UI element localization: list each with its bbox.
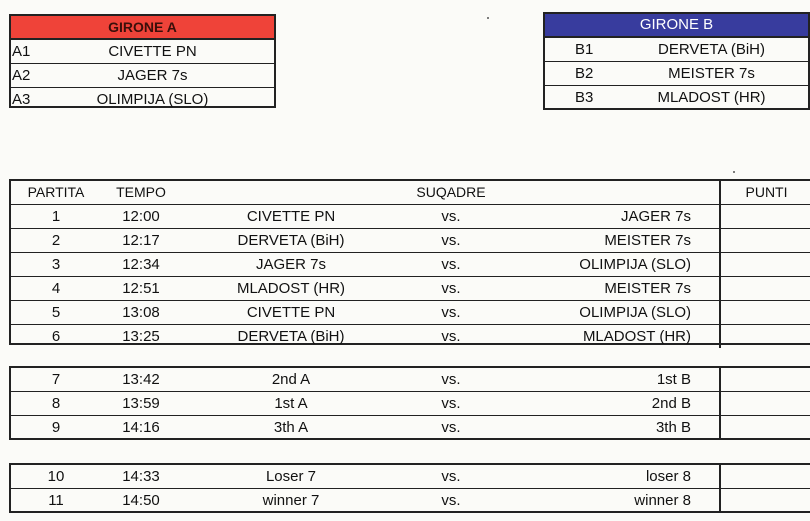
points-cell	[719, 368, 810, 391]
points-cell	[719, 229, 810, 252]
vs-label: vs.	[441, 492, 461, 509]
vs-label: vs.	[441, 304, 461, 321]
match-row	[11, 465, 810, 489]
match-number: 5	[51, 304, 61, 321]
match-time: 13:08	[122, 304, 160, 321]
match-row	[11, 489, 810, 512]
squadre-header: SUQADRE	[416, 184, 486, 200]
partita-header: PARTITA	[27, 184, 85, 200]
away-team: winner 8	[634, 492, 691, 509]
match-row	[11, 229, 810, 253]
team-code: B2	[575, 65, 594, 82]
vs-label: vs.	[441, 328, 461, 345]
home-team: CIVETTE PN	[246, 208, 336, 225]
match-number: 6	[51, 328, 61, 345]
group-b-title: GIRONE B	[545, 14, 808, 38]
team-name: MLADOST (HR)	[657, 89, 766, 106]
home-team: MLADOST (HR)	[236, 280, 346, 297]
away-team: loser 8	[645, 468, 691, 485]
team-code: B3	[575, 89, 594, 106]
tempo-header: TEMPO	[116, 184, 166, 200]
group-a-table	[9, 14, 276, 108]
group-b-row	[545, 62, 808, 86]
vs-label: vs.	[441, 468, 461, 485]
group-b-table	[543, 12, 810, 110]
away-team: MLADOST (HR)	[582, 328, 691, 345]
match-number: 7	[51, 371, 61, 388]
team-name: CIVETTE PN	[108, 43, 197, 60]
match-number: 9	[51, 419, 61, 436]
team-name: MEISTER 7s	[668, 65, 755, 82]
final-schedule	[9, 463, 810, 513]
group-b-row	[545, 86, 808, 109]
scan-speck	[487, 17, 489, 19]
group-a-row	[11, 40, 274, 64]
team-code: B1	[575, 41, 594, 58]
match-row	[11, 392, 810, 416]
match-row	[11, 416, 810, 439]
home-team: 1st A	[274, 395, 308, 412]
points-cell	[719, 277, 810, 300]
match-number: 1	[51, 208, 61, 225]
team-code: A3	[12, 91, 31, 108]
match-time: 12:34	[122, 256, 160, 273]
team-code: A1	[12, 43, 31, 60]
match-number: 3	[51, 256, 61, 273]
vs-label: vs.	[441, 280, 461, 297]
group-a-title: GIRONE A	[11, 16, 274, 40]
match-row	[11, 301, 810, 325]
match-row	[11, 205, 810, 229]
punti-header: PUNTI	[719, 181, 810, 204]
away-team: OLIMPIJA (SLO)	[579, 256, 691, 273]
points-cell	[719, 489, 810, 512]
vs-label: vs.	[441, 208, 461, 225]
away-team: JAGER 7s	[620, 208, 691, 225]
away-team: 3th B	[655, 419, 691, 436]
away-team: MEISTER 7s	[604, 232, 691, 249]
points-cell	[719, 465, 810, 488]
group-stage-schedule	[9, 179, 810, 345]
home-team: 2nd A	[271, 371, 311, 388]
match-number: 4	[51, 280, 61, 297]
away-team: MEISTER 7s	[604, 280, 691, 297]
vs-label: vs.	[441, 256, 461, 273]
home-team: JAGER 7s	[255, 256, 327, 273]
away-team: 2nd B	[651, 395, 691, 412]
match-time: 14:50	[122, 492, 160, 509]
home-team: DERVETA (BiH)	[237, 328, 345, 345]
vs-label: vs.	[441, 419, 461, 436]
crossover-schedule	[9, 366, 810, 440]
away-team: 1st B	[656, 371, 691, 388]
vs-label: vs.	[441, 232, 461, 249]
match-time: 13:25	[122, 328, 160, 345]
points-cell	[719, 253, 810, 276]
team-name: DERVETA (BiH)	[658, 41, 765, 58]
home-team: CIVETTE PN	[246, 304, 336, 321]
away-team: OLIMPIJA (SLO)	[579, 304, 691, 321]
match-row	[11, 325, 810, 348]
match-time: 13:42	[122, 371, 160, 388]
schedule-header-row	[11, 181, 810, 205]
group-a-row	[11, 64, 274, 88]
group-b-row	[545, 38, 808, 62]
match-number: 11	[48, 492, 64, 509]
match-time: 12:00	[122, 208, 160, 225]
match-row	[11, 368, 810, 392]
match-time: 14:33	[122, 468, 160, 485]
scan-speck	[733, 171, 735, 173]
vs-label: vs.	[441, 395, 461, 412]
home-team: winner 7	[262, 492, 320, 509]
group-a-row	[11, 88, 274, 111]
vs-label: vs.	[441, 371, 461, 388]
points-cell	[719, 392, 810, 415]
team-name: JAGER 7s	[117, 67, 188, 84]
match-row	[11, 253, 810, 277]
home-team: DERVETA (BiH)	[237, 232, 345, 249]
points-cell	[719, 416, 810, 439]
match-number: 2	[51, 232, 61, 249]
match-time: 12:17	[122, 232, 160, 249]
match-number: 8	[51, 395, 61, 412]
points-cell	[719, 325, 810, 348]
match-number: 10	[47, 468, 65, 485]
match-time: 12:51	[122, 280, 160, 297]
points-cell	[719, 205, 810, 228]
match-time: 13:59	[122, 395, 160, 412]
match-row	[11, 277, 810, 301]
home-team: 3th A	[273, 419, 309, 436]
points-cell	[719, 301, 810, 324]
team-code: A2	[12, 67, 31, 84]
home-team: Loser 7	[265, 468, 317, 485]
match-time: 14:16	[122, 419, 160, 436]
team-name: OLIMPIJA (SLO)	[96, 91, 209, 108]
